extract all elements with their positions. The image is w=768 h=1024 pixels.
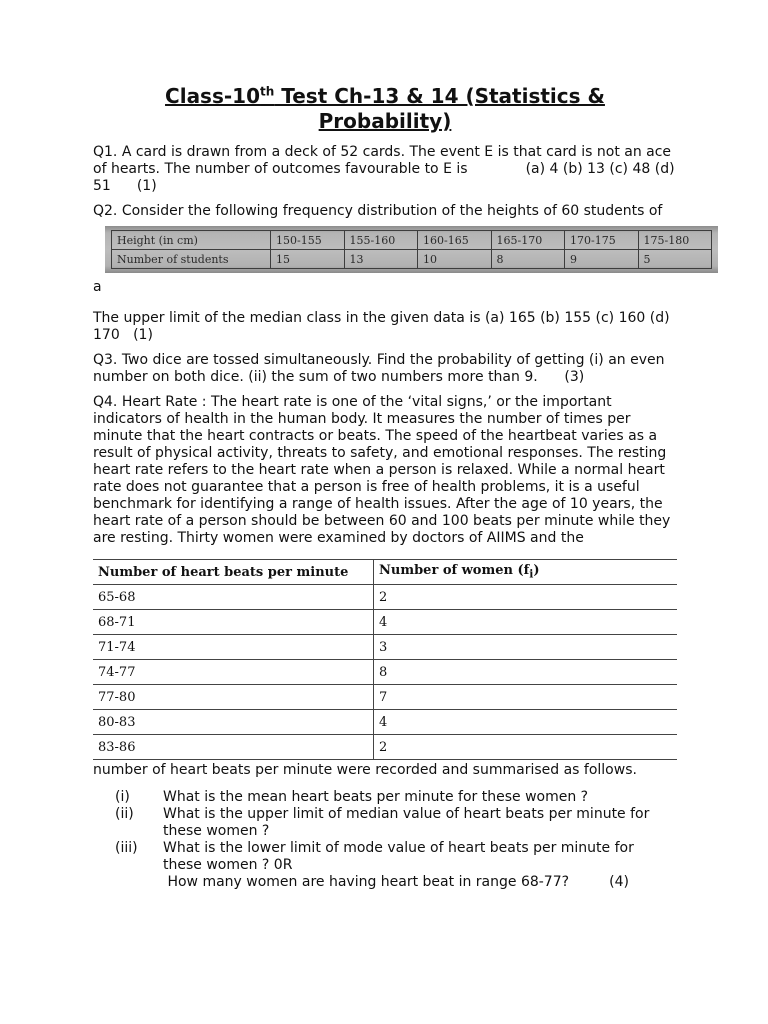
subquestion-list xyxy=(115,789,677,891)
question-4-after: number of heart beats per minute were recorded and summarised as follows. xyxy=(93,762,637,778)
heart-col-women xyxy=(374,560,678,585)
list-item xyxy=(115,789,677,806)
subquestion-text: What is the mean heart beats per minute for these women ? xyxy=(163,789,589,805)
q3-text: Q3. Two dice are tossed simultaneously. Find the probability of getting (i) an even number on both dice. (ii) the sum of two numbers more than 9. xyxy=(93,352,665,385)
height-class: 155-160 xyxy=(344,231,418,250)
table-row xyxy=(93,610,677,635)
title-line2: Probability) xyxy=(318,109,452,133)
women-count: 7 xyxy=(374,685,678,710)
question-2 xyxy=(93,310,677,344)
women-count: 4 xyxy=(374,710,678,735)
beats-range: 77-80 xyxy=(93,685,374,710)
women-count: 2 xyxy=(374,585,678,610)
student-count: 15 xyxy=(271,250,345,269)
height-row-label: Height (in cm) xyxy=(112,231,271,250)
subquestion-number: (ii) xyxy=(115,806,134,822)
women-count: 3 xyxy=(374,635,678,660)
students-row xyxy=(112,250,712,269)
heart-table-header xyxy=(93,560,677,585)
students-row-label: Number of students xyxy=(112,250,271,269)
page-title xyxy=(93,84,677,134)
women-count: 4 xyxy=(374,610,678,635)
title-suffix: Test Ch-13 & 14 (Statistics & xyxy=(274,84,605,108)
question-3 xyxy=(93,352,677,386)
title-superscript: th xyxy=(260,84,275,99)
subquestion-number: (iii) xyxy=(115,840,138,856)
beats-range: 74-77 xyxy=(93,660,374,685)
question-2-after: a xyxy=(93,279,102,295)
q1-options: (a) 4 (b) 13 (c) 48 (d) 51 xyxy=(93,161,675,194)
beats-range: 83-86 xyxy=(93,735,374,760)
table-row xyxy=(93,635,677,660)
women-count: 2 xyxy=(374,735,678,760)
q3-marks: (3) xyxy=(564,369,585,385)
heart-col-beats: Number of heart beats per minute xyxy=(93,560,374,585)
list-item xyxy=(115,840,677,874)
women-count: 8 xyxy=(374,660,678,685)
q2-question: The upper limit of the median class in the given data is (a) 165 (b) 155 (c) 160 (d) 170 xyxy=(93,310,670,343)
heart-rate-table xyxy=(93,559,677,760)
list-item xyxy=(115,874,677,891)
q1-marks: (1) xyxy=(136,178,157,194)
q2-marks: (1) xyxy=(133,327,153,343)
student-count: 8 xyxy=(491,250,565,269)
table-row xyxy=(93,660,677,685)
student-count: 10 xyxy=(418,250,492,269)
beats-range: 71-74 xyxy=(93,635,374,660)
height-class: 150-155 xyxy=(271,231,345,250)
document-page xyxy=(93,84,690,891)
last-subquestion-text: How many women are having heart beat in range 68-77? xyxy=(167,874,570,890)
table-row xyxy=(93,735,677,760)
list-item xyxy=(115,806,677,840)
student-count: 9 xyxy=(565,250,639,269)
height-class: 165-170 xyxy=(491,231,565,250)
height-class: 160-165 xyxy=(418,231,492,250)
subquestion-text: What is the lower limit of mode value of heart beats per minute for these women ? 0R xyxy=(163,840,634,873)
heart-col-women-label: Number of women (f xyxy=(379,563,530,579)
q4-marks: (4) xyxy=(609,874,629,890)
question-2-intro: Q2. Consider the following frequency distribution of the heights of 60 students of xyxy=(93,203,663,219)
question-4: Q4. Heart Rate : The heart rate is one of the ‘vital signs,’ or the important indicators of health in the human body. It measures the number of times per minute that the heart contracts or beats. The speed of the heartbeat varies as a result of physical activity, threats to safety, and emotional responses. The resting heart rate refers to the heart rate when a person is relaxed. While a normal heart rate does not guarantee that a person is free of health problems, it is a useful benchmark for identifying a range of health issues. After the age of 10 years, the heart rate of a person should be between 60 and 100 beats per minute while they are resting. Thirty women were examined by doctors of AIIMS and the xyxy=(93,394,671,546)
table-row xyxy=(93,710,677,735)
subquestion-text: What is the upper limit of median value of heart beats per minute for these women ? xyxy=(163,806,650,839)
height-class: 175-180 xyxy=(638,231,712,250)
heart-col-women-sub: i xyxy=(529,567,534,581)
table-row xyxy=(93,685,677,710)
student-count: 13 xyxy=(344,250,418,269)
height-class: 170-175 xyxy=(565,231,639,250)
height-table-scan xyxy=(105,226,718,273)
heart-col-women-end: ) xyxy=(533,563,540,579)
q1-text: Q1. A card is drawn from a deck of 52 cards. The event E is that card is not an ace of hearts. The number of outcomes favourable to E is xyxy=(93,144,672,177)
table-row xyxy=(93,585,677,610)
student-count: 5 xyxy=(638,250,712,269)
subquestion-number: (i) xyxy=(115,789,130,805)
beats-range: 80-83 xyxy=(93,710,374,735)
beats-range: 68-71 xyxy=(93,610,374,635)
height-table xyxy=(111,230,712,269)
title-prefix: Class-10 xyxy=(165,84,261,108)
question-1 xyxy=(93,144,677,195)
height-row xyxy=(112,231,712,250)
beats-range: 65-68 xyxy=(93,585,374,610)
